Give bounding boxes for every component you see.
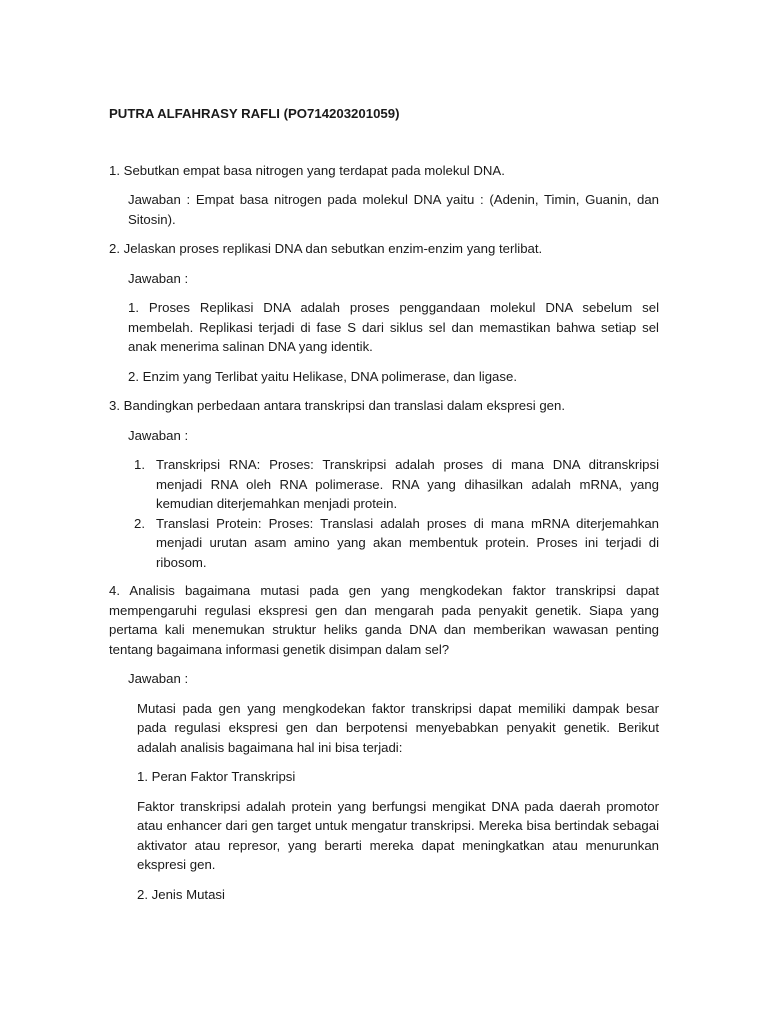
question-3: 3. Bandingkan perbedaan antara transkripsi dan translasi dalam ekspresi gen. xyxy=(109,398,565,413)
list-item-text: Transkripsi RNA: Proses: Transkripsi adalah proses di mana DNA ditranskripsi menjadi RNA oleh RNA polimerase. RNA yang dihasilkan adalah mRNA, yang kemudian diterjemahkan menjadi protein. xyxy=(156,457,659,511)
answer-3-label: Jawaban : xyxy=(128,427,189,443)
answer-3-list xyxy=(128,455,659,572)
question-1: 1. Sebutkan empat basa nitrogen yang terdapat pada molekul DNA. xyxy=(109,162,505,178)
answer-1: Jawaban : Empat basa nitrogen pada molekul DNA yaitu : (Adenin, Timin, Guanin, dan Sitosin). xyxy=(128,192,659,227)
document-body xyxy=(109,104,659,914)
list-item xyxy=(128,514,659,573)
question-4: 4. Analisis bagaimana mutasi pada gen yang mengkodekan faktor transkripsi dapat mempengaruhi regulasi ekspresi gen dan mengarah pada penyakit genetik. Siapa yang pertama kali menemukan struktur heliks ganda DNA dan memberikan wawasan penting tentang bagaimana informasi genetik disimpan dalam sel? xyxy=(109,583,659,657)
answer-4-intro: Mutasi pada gen yang mengkodekan faktor transkripsi dapat memiliki dampak besar pada regulasi ekspresi gen dan berpotensi menyebabkan penyakit genetik. Berikut adalah analisis bagaimana hal ini bisa terjadi: xyxy=(137,700,659,755)
answer-4-heading-2: 2. Jenis Mutasi xyxy=(137,886,225,902)
answer-4-label: Jawaban : xyxy=(128,671,189,686)
answer-2-point-2: 2. Enzim yang Terlibat yaitu Helikase, DNA polimerase, dan ligase. xyxy=(128,368,517,384)
list-item xyxy=(128,455,659,514)
list-item-number: 1. xyxy=(134,457,145,472)
answer-4-heading-1: 1. Peran Faktor Transkripsi xyxy=(137,769,296,784)
answer-2-label: Jawaban : xyxy=(128,270,189,286)
answer-2-point-1: 1. Proses Replikasi DNA adalah proses penggandaan molekul DNA sebelum sel membelah. Replikasi terjadi di fase S dari siklus sel dan memastikan bahwa setiap sel anak menerima salinan DNA yang identik. xyxy=(128,300,659,354)
list-item-text: Translasi Protein: Proses: Translasi adalah proses di mana mRNA diterjemahkan menjadi urutan asam amino yang akan membentuk protein. Proses ini terjadi di ribosom. xyxy=(156,515,659,570)
list-item-number: 2. xyxy=(134,515,145,531)
answer-4-paragraph-1: Faktor transkripsi adalah protein yang berfungsi mengikat DNA pada daerah promotor atau enhancer dari gen target untuk mengatur transkripsi. Mereka bisa bertindak sebagai aktivator atau represor, yang berarti mereka dapat meningkatkan atau menurunkan ekspresi gen. xyxy=(137,798,659,872)
document-title: PUTRA ALFAHRASY RAFLI (PO714203201059) xyxy=(109,106,400,121)
question-2: 2. Jelaskan proses replikasi DNA dan sebutkan enzim-enzim yang terlibat. xyxy=(109,241,543,256)
